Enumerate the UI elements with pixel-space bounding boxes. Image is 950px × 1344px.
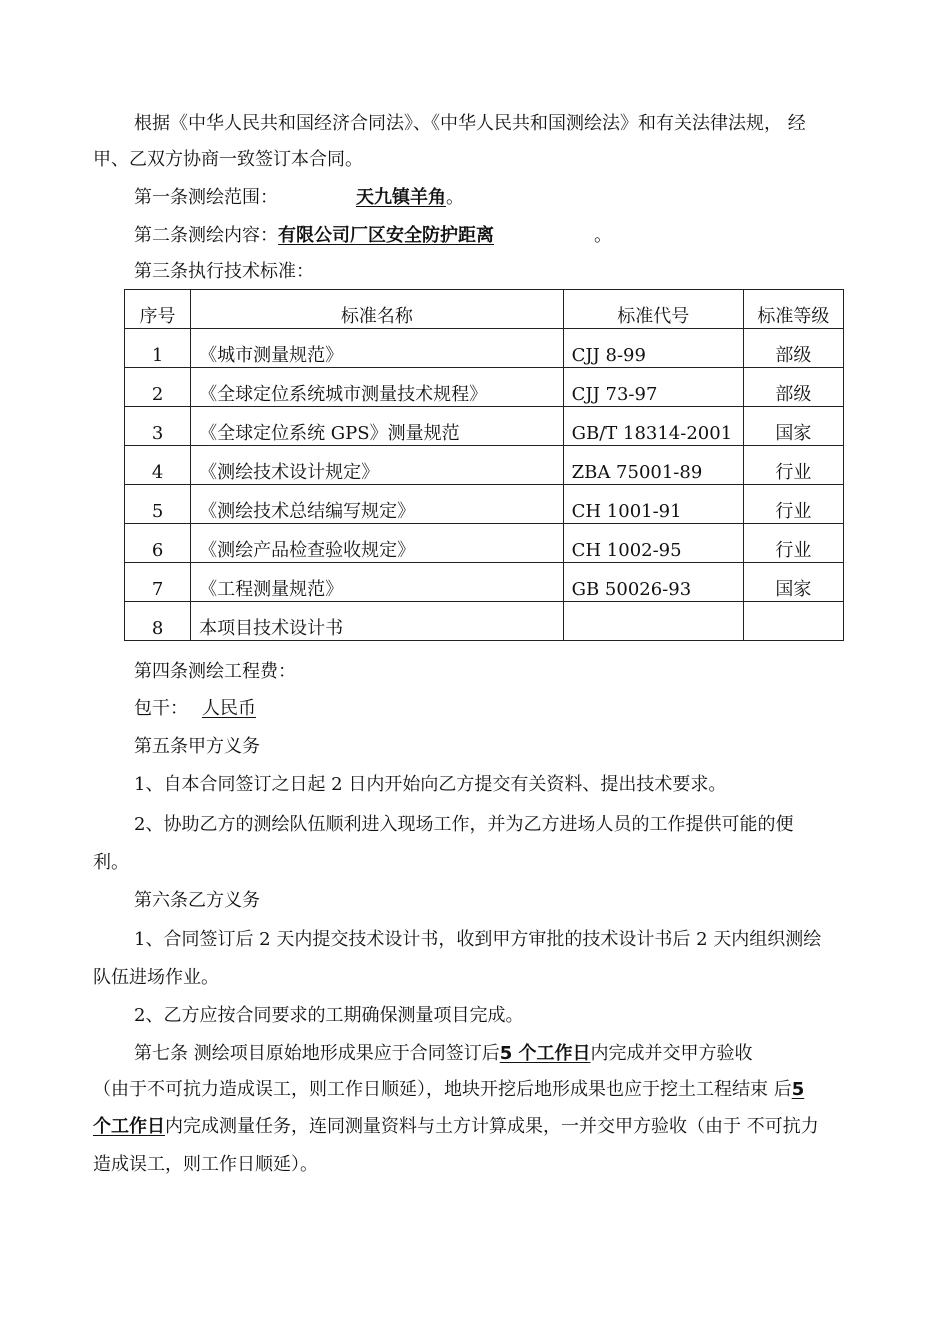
row-standard-name: 《工程测量规范》	[191, 563, 564, 602]
row-index: 5	[125, 485, 191, 524]
article-4-label: 第四条测绘工程费：	[134, 661, 296, 682]
article-2	[134, 224, 950, 248]
row-standard-name: 《城市测量规范》	[191, 329, 564, 368]
intro-line-2: 甲、乙双方协商一致签订本合同。	[93, 149, 363, 170]
article-6-item-2: 2、乙方应按合同要求的工期确保测量项目完成。	[134, 1005, 524, 1026]
row-standard-name: 《测绘产品检查验收规定》	[191, 524, 564, 563]
row-standard-level: 部级	[743, 329, 843, 368]
row-standard-code: CH 1001-91	[563, 485, 743, 524]
row-index: 6	[125, 524, 191, 563]
row-standard-level: 国家	[743, 563, 843, 602]
table-row	[125, 446, 844, 485]
header-standard-name: 标准名称	[191, 290, 564, 329]
article-6-item-1-line-2: 队伍进场作业。	[93, 967, 219, 988]
row-standard-name: 《全球定位系统 GPS》测量规范	[191, 407, 564, 446]
deadline-working-days-2a: 5	[791, 1079, 805, 1100]
row-index: 7	[125, 563, 191, 602]
row-index: 8	[125, 602, 191, 641]
header-standard-code: 标准代号	[563, 290, 743, 329]
article-7-line-1-post: 内完成并交甲方验收	[590, 1043, 753, 1064]
row-index: 4	[125, 446, 191, 485]
article-7-line-3	[93, 1115, 950, 1139]
table-header-row	[125, 290, 844, 329]
article-7-line-3-post: 内完成测量任务，连同测量资料与土方计算成果，一并交甲方验收（由于 不可抗力	[165, 1116, 819, 1137]
intro-line-1: 根据《中华人民共和国经济合同法》、《中华人民共和国测绘法》和有关法律法规， 经	[134, 113, 806, 134]
article-2-label: 第二条测绘内容：	[134, 225, 278, 246]
table-row	[125, 602, 844, 641]
table-row	[125, 524, 844, 563]
row-standard-name: 《全球定位系统城市测量技术规程》	[191, 368, 564, 407]
survey-scope-value: 天九镇羊角	[356, 187, 446, 208]
standards-table	[124, 289, 844, 641]
row-index: 3	[125, 407, 191, 446]
article-4-package	[134, 697, 950, 721]
row-standard-level: 国家	[743, 407, 843, 446]
article-7-line-1	[134, 1042, 950, 1066]
article-5-item-1: 1、自本合同签订之日起 2 日内开始向乙方提交有关资料、提出技术要求。	[134, 774, 727, 795]
article-6-item-1-line-1: 1、合同签订后 2 天内提交技术设计书，收到甲方审批的技术设计书后 2 天内组织测绘	[134, 929, 822, 950]
article-7-line-1-pre: 第七条 测绘项目原始地形成果应于合同签订后	[134, 1043, 500, 1064]
article-1-tail: 。	[446, 187, 464, 208]
table-row	[125, 563, 844, 602]
article-7-line-2	[93, 1078, 950, 1102]
article-1-label: 第一条测绘范围：	[134, 187, 278, 208]
article-2-tail: 。	[594, 225, 612, 246]
table-row	[125, 368, 844, 407]
row-standard-code	[563, 602, 743, 641]
row-standard-code: CJJ 8-99	[563, 329, 743, 368]
header-standard-level: 标准等级	[743, 290, 843, 329]
article-5-item-2-line-2: 利。	[93, 852, 129, 873]
row-standard-name: 《测绘技术总结编写规定》	[191, 485, 564, 524]
article-5-label: 第五条甲方义务	[134, 736, 260, 757]
row-standard-code: ZBA 75001-89	[563, 446, 743, 485]
article-6-label: 第六条乙方义务	[134, 890, 260, 911]
article-3-label: 第三条执行技术标准：	[134, 261, 314, 282]
row-standard-level	[743, 602, 843, 641]
row-standard-level: 行业	[743, 446, 843, 485]
row-index: 2	[125, 368, 191, 407]
row-standard-code: GB/T 18314-2001	[563, 407, 743, 446]
row-standard-code: GB 50026-93	[563, 563, 743, 602]
row-standard-name: 《测绘技术设计规定》	[191, 446, 564, 485]
article-5-item-2-line-1: 2、协助乙方的测绘队伍顺利进入现场工作，并为乙方进场人员的工作提供可能的便	[134, 814, 794, 835]
deadline-working-days-1: 5 个工作日	[499, 1043, 591, 1064]
survey-content-value: 有限公司厂区安全防护距离	[278, 225, 494, 246]
package-label: 包干：	[134, 698, 188, 719]
article-1	[134, 186, 950, 210]
row-standard-code: CJJ 73-97	[563, 368, 743, 407]
header-index: 序号	[125, 290, 191, 329]
row-standard-code: CH 1002-95	[563, 524, 743, 563]
deadline-working-days-2b: 个工作日	[93, 1116, 165, 1137]
article-7-line-2-pre: （由于不可抗力造成误工，则工作日顺延），地块开挖后地形成果也应于挖土工程结束 后	[93, 1079, 792, 1100]
row-standard-level: 行业	[743, 485, 843, 524]
row-standard-level: 行业	[743, 524, 843, 563]
table-row	[125, 329, 844, 368]
row-index: 1	[125, 329, 191, 368]
row-standard-name: 本项目技术设计书	[191, 602, 564, 641]
row-standard-level: 部级	[743, 368, 843, 407]
article-7-line-4: 造成误工，则工作日顺延）。	[93, 1154, 318, 1175]
table-row	[125, 407, 844, 446]
table-row	[125, 485, 844, 524]
package-value: 人民币	[202, 698, 256, 719]
